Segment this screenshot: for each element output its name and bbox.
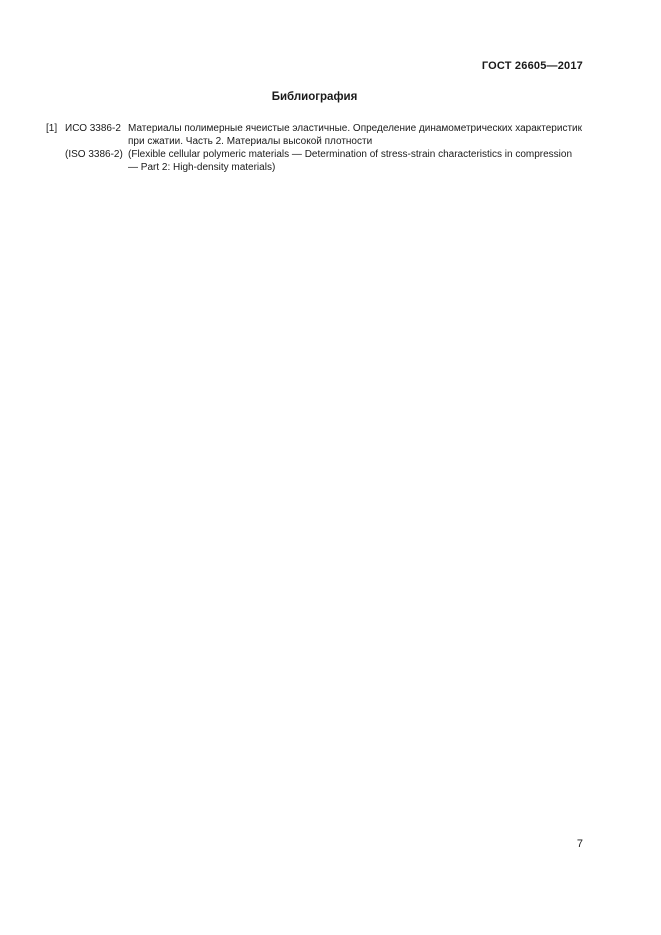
running-header: ГОСТ 26605—2017	[481, 60, 583, 72]
entry-text-russian: Материалы полимерные ячеистые эластичные. Определение динамометрических характеристик при сжатии. Часть 2. Материалы высокой плотности	[128, 123, 582, 147]
page-number: 7	[576, 838, 583, 850]
entry-ref-english: (ISO 3386-2)	[65, 149, 123, 160]
bibliography-entry	[46, 122, 583, 174]
entry-ref-russian: ИСО 3386-2	[65, 123, 121, 134]
entry-marker: [1]	[46, 123, 58, 134]
section-title: Библиография	[271, 91, 358, 103]
entry-text-english: (Flexible cellular polymeric materials — Determination of stress-strain characteristics in compression — Part 2: High-density materials)	[128, 149, 573, 173]
